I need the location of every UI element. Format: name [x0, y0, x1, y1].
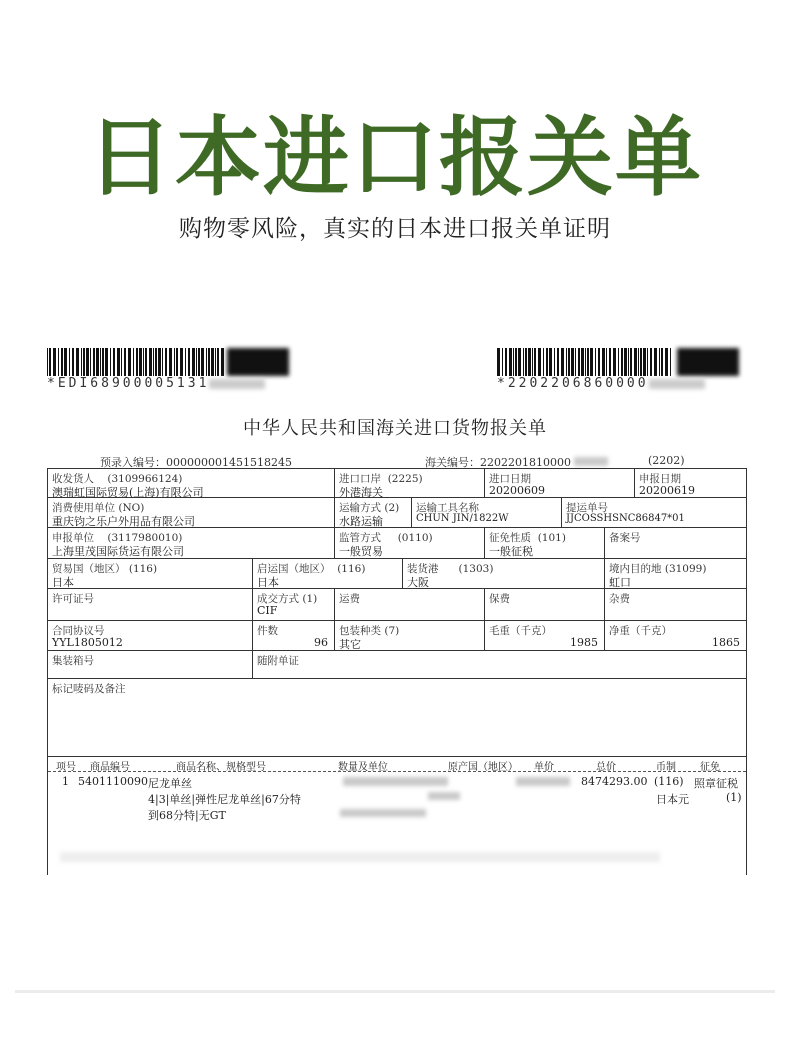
item-spec-line2: 到68分特|无GT — [148, 809, 226, 822]
pieces-cell: 件数 96 — [253, 621, 335, 651]
license-cell: 许可证号 — [48, 589, 253, 621]
barcode-bar — [53, 348, 56, 376]
barcode-bar — [654, 348, 657, 376]
barcode-bar — [546, 348, 548, 376]
barcode-bar — [640, 348, 642, 376]
origin-country-cell: 启运国（地区） (116) 日本 — [253, 559, 403, 589]
item-table-header — [48, 757, 746, 771]
barcode-bar — [643, 348, 646, 376]
record-number-cell: 备案号 — [605, 528, 746, 559]
barcode-bar — [578, 348, 580, 376]
barcode-bar — [100, 348, 101, 376]
barcode-bar — [523, 348, 524, 376]
barcode-bar — [661, 348, 663, 376]
barcode-bar — [670, 348, 671, 376]
barcode-bar — [502, 348, 503, 376]
column-header: 项号 — [56, 762, 76, 773]
barcode-bar — [145, 348, 147, 376]
document-title: 中华人民共和国海关进口货物报关单 — [243, 418, 547, 439]
barcode-bar — [217, 348, 219, 376]
misc-fee-cell: 杂费 — [605, 589, 746, 621]
barcode-bar — [505, 348, 507, 376]
barcode-bar — [117, 348, 120, 376]
item-quantity-redacted-3 — [340, 809, 426, 817]
barcode-bar — [532, 348, 533, 376]
barcode-bar — [149, 348, 152, 376]
item-name: 尼龙单丝 — [148, 777, 192, 790]
customs-code: (2202) — [648, 454, 685, 467]
barcode-bar — [606, 348, 607, 376]
barcode-bar — [196, 348, 197, 376]
page-subheadline: 购物零风险，真实的日本进口报关单证明 — [179, 216, 611, 242]
item-quantity-redacted-2 — [428, 792, 460, 800]
barcode-bar — [165, 348, 167, 376]
column-header: 币制 — [656, 762, 676, 773]
item-levy: 照章征税 — [694, 777, 738, 790]
barcode-bar — [554, 348, 555, 376]
barcode-bar — [90, 348, 91, 376]
barcode-bar — [561, 348, 564, 376]
barcode-bar — [162, 348, 163, 376]
transport-mode-cell: 运输方式 (2) 水路运输 — [335, 498, 412, 528]
barcode-bar — [525, 348, 527, 376]
item-levy-code: (1) — [726, 791, 742, 804]
barcode-bar — [634, 348, 637, 376]
import-port-cell: 进口口岸 (2225) 外港海关 — [335, 469, 485, 498]
barcode-bar — [113, 348, 115, 376]
marks-cell: 标记唛码及备注 — [48, 679, 746, 757]
barcode-bar — [158, 348, 161, 376]
page-headline: 日本进口报关单 — [87, 108, 703, 208]
barcode-bar — [105, 348, 108, 376]
gross-weight-cell: 毛重（千克） 1985 — [485, 621, 605, 651]
bill-number-cell: 提运单号 JJCOSSHSNC86847*01 — [562, 498, 746, 528]
barcode-right — [497, 348, 742, 376]
barcode-bar — [624, 348, 627, 376]
barcode-bar — [211, 348, 214, 376]
barcode-bar — [174, 348, 175, 376]
barcode-bar — [76, 348, 79, 376]
barcode-bar — [215, 348, 216, 376]
barcode-bar — [518, 348, 521, 376]
barcode-bar — [69, 348, 70, 376]
column-header: 数量及单位 — [338, 762, 388, 773]
barcode-bar — [72, 348, 74, 376]
barcode-bar — [650, 348, 652, 376]
insurance-cell: 保费 — [485, 589, 605, 621]
barcode-bar — [590, 348, 593, 376]
barcode-bar — [58, 348, 59, 376]
barcode-bar — [61, 348, 63, 376]
package-cell: 包装种类 (7) 其它 — [335, 621, 485, 651]
barcode-bar — [628, 348, 629, 376]
barcode-bar — [143, 348, 144, 376]
column-header: 商品编号 — [90, 762, 130, 773]
column-header: 征免 — [700, 762, 720, 773]
column-header: 总价 — [596, 762, 616, 773]
barcode-bar — [575, 348, 576, 376]
contract-cell: 合同协议号 YYL1805012 — [48, 621, 253, 651]
barcode-bar — [513, 348, 514, 376]
barcode-bar — [139, 348, 142, 376]
column-header: 单价 — [534, 762, 554, 773]
levy-nature-cell: 征免性质 (101) 一般征税 — [485, 528, 605, 559]
barcode-redacted — [227, 348, 289, 376]
barcode-bar — [613, 348, 616, 376]
barcode-bar — [64, 348, 67, 376]
barcode-bar — [557, 348, 559, 376]
barcode-bar — [201, 348, 204, 376]
barcode-bar — [124, 348, 126, 376]
barcode-bar — [121, 348, 122, 376]
barcode-bar — [128, 348, 131, 376]
barcode-bar — [221, 348, 224, 376]
customs-number: 海关编号：2202201810000 — [425, 454, 608, 470]
barcode-bar — [208, 348, 210, 376]
faded-text-redacted — [60, 852, 660, 862]
barcode-bar — [497, 348, 500, 376]
barcode-bar — [543, 348, 544, 376]
barcode-bar — [602, 348, 605, 376]
container-cell: 集装箱号 — [48, 651, 253, 679]
loading-port-cell: 装货港 (1303) 大阪 — [403, 559, 605, 589]
net-weight-cell: 净重（千克） 1865 — [605, 621, 746, 651]
barcode-left — [47, 348, 292, 376]
trade-country-cell: 贸易国（地区） (116) 日本 — [48, 559, 253, 589]
item-quantity-redacted — [343, 777, 448, 786]
barcode-bar — [621, 348, 623, 376]
barcode-bar — [110, 348, 111, 376]
barcode-left-text: *EDI68900005131 — [47, 376, 265, 391]
deal-mode-cell: 成交方式 (1) CIF — [253, 589, 335, 621]
barcode-bar — [192, 348, 195, 376]
barcode-right-text: *2202206860000 — [497, 376, 705, 391]
barcode-bar — [585, 348, 586, 376]
import-date-cell: 进口日期 20200609 — [485, 469, 635, 498]
barcode-bar — [169, 348, 172, 376]
barcode-bar — [185, 348, 186, 376]
item-currency: 日本元 — [656, 793, 689, 806]
barcode-bar — [47, 348, 48, 376]
barcode-bar — [96, 348, 99, 376]
consumer-cell: 消费使用单位 (NO) 重庆钧之乐户外用品有限公司 — [48, 498, 335, 528]
barcode-bar — [528, 348, 531, 376]
barcode-bar — [86, 348, 89, 376]
barcode-bar — [630, 348, 632, 376]
barcode-bar — [83, 348, 85, 376]
barcode-bar — [609, 348, 611, 376]
barcode-bar — [198, 348, 200, 376]
barcode-bar — [515, 348, 517, 376]
barcode-bar — [81, 348, 82, 376]
column-header: 商品名称、规格型号 — [176, 762, 266, 773]
barcode-bar — [180, 348, 183, 376]
barcode-bar — [571, 348, 574, 376]
barcode-bar — [49, 348, 51, 376]
barcode-bar — [568, 348, 570, 376]
item-price-redacted — [516, 777, 570, 786]
barcode-bar — [188, 348, 190, 376]
customs-declaration-document — [0, 330, 790, 890]
declare-date-cell: 申报日期 20200619 — [635, 469, 746, 498]
barcode-bar — [549, 348, 552, 376]
transport-tool-cell: 运输工具名称 CHUN JIN/1822W — [412, 498, 562, 528]
barcode-bar — [93, 348, 95, 376]
column-header: 原产国（地区） — [448, 762, 518, 773]
barcode-bar — [638, 348, 639, 376]
barcode-bar — [155, 348, 157, 376]
bottom-divider — [15, 990, 775, 993]
barcode-bar — [647, 348, 648, 376]
item-currency-code: (116) — [654, 775, 684, 788]
barcode-bar — [581, 348, 584, 376]
item-hs-code: 5401110090 — [78, 775, 148, 788]
supervision-cell: 监管方式 (0110) 一般贸易 — [335, 528, 485, 559]
attached-docs-cell: 随附单证 — [253, 651, 746, 679]
barcode-bar — [534, 348, 536, 376]
declaration-table — [47, 468, 747, 875]
barcode-bar — [659, 348, 660, 376]
barcode-bar — [598, 348, 600, 376]
barcode-bar — [665, 348, 668, 376]
barcode-bar — [587, 348, 589, 376]
barcode-bar — [618, 348, 619, 376]
barcode-redacted — [677, 348, 739, 376]
barcode-bar — [153, 348, 154, 376]
barcode-bar — [102, 348, 104, 376]
barcode-bar — [595, 348, 596, 376]
barcode-bar — [136, 348, 138, 376]
item-total: 8474293.00 — [581, 775, 648, 788]
item-number: 1 — [62, 775, 69, 788]
destination-cell: 境内目的地 (31099) 虹口 — [605, 559, 746, 589]
barcode-bar — [566, 348, 567, 376]
barcode-bar — [509, 348, 512, 376]
barcode-bar — [206, 348, 207, 376]
freight-cell: 运费 — [335, 589, 485, 621]
consignee-cell: 收发货人 (3109966124) 澳瑞虹国际贸易(上海)有限公司 — [48, 469, 335, 498]
item-spec-line1: 4|3|单丝|弹性尼龙单丝|67分特 — [148, 793, 301, 806]
barcode-bar — [133, 348, 134, 376]
barcode-bar — [176, 348, 178, 376]
pre-entry-number: 预录入编号：000000001451518245 — [100, 456, 292, 469]
barcode-bar — [538, 348, 541, 376]
declarant-cell: 申报单位 (3117980010) 上海里茂国际货运有限公司 — [48, 528, 335, 559]
